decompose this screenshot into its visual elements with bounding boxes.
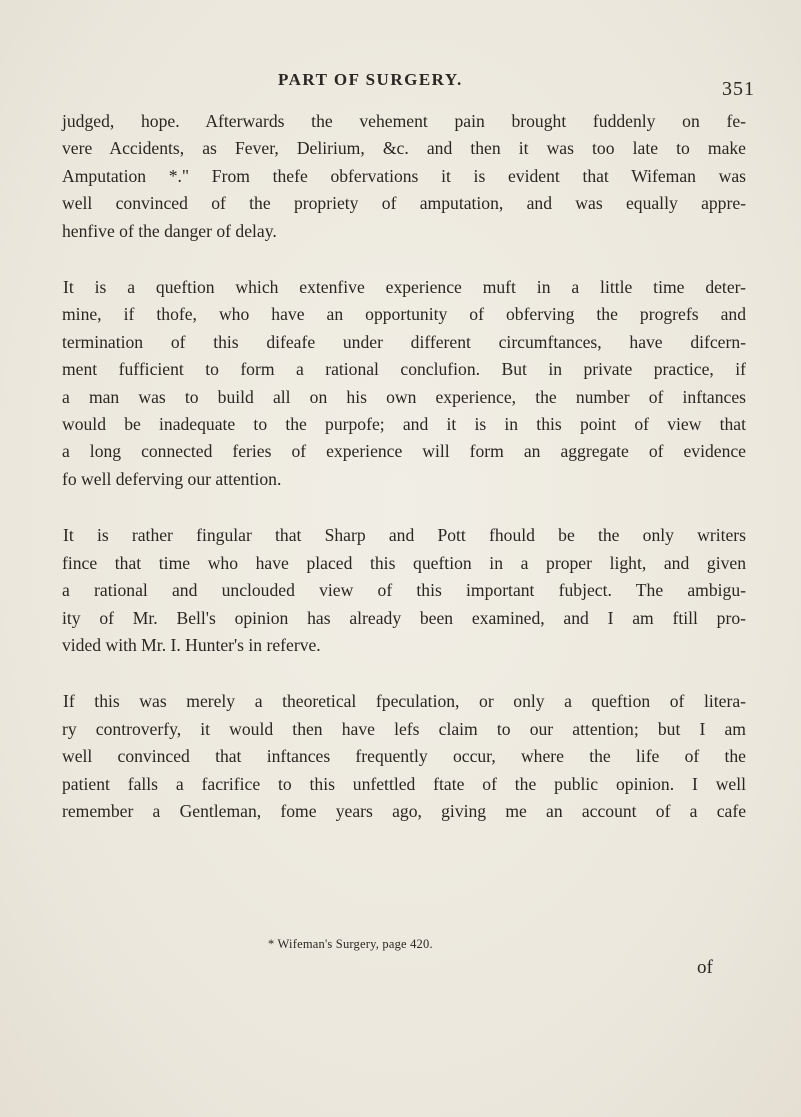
text-line: fince that time who have placed this queftion in a proper light, and given [62,552,746,573]
text-line: If this was merely a theoretical fpeculation, or only a queftion of litera- [63,691,746,712]
text-line: vere Accidents, as Fever, Delirium, &c. and then it was too late to make [62,138,746,159]
text-line: henfive of the danger of delay. [62,220,277,241]
text-line: a rational and unclouded view of this important fubject. The ambigu- [62,580,746,601]
text-line: patient falls a facrifice to this unfettled ftate of the public opinion. I well [62,773,746,794]
text-line: well convinced of the propriety of amputation, and was equally appre- [62,193,746,214]
footnote: * Wifeman's Surgery, page 420. [268,937,433,951]
text-line: a long connected feries of experience will form an aggregate of evidence [62,441,746,462]
text-line: ry controverfy, it would then have lefs claim to our attention; but I am [62,718,746,739]
running-head: PART OF SURGERY. [278,70,463,89]
paragraph [62,522,746,659]
text-line: mine, if thofe, who have an opportunity of obferving the progrefs and [62,304,746,325]
text-line: ity of Mr. Bell's opinion has already been examined, and I am ftill pro- [62,607,746,628]
paragraph [62,274,746,493]
text-line: Amputation *." From thefe obfervations it is evident that Wifeman was [62,165,746,186]
body-text [62,108,746,825]
text-line: remember a Gentleman, fome years ago, giving me an account of a cafe [62,800,746,821]
text-line: ment fufficient to form a rational conclufion. But in private practice, if [62,359,746,380]
text-line: a man was to build all on his own experience, the number of inftances [62,386,746,407]
text-line: It is rather fingular that Sharp and Pott fhould be the only writers [63,525,746,546]
text-line: termination of this difeafe under different circumftances, have difcern- [62,331,746,352]
text-line: well convinced that inftances frequently occur, where the life of the [62,746,746,767]
catchword: of [697,957,713,978]
page-number: 351 [722,78,755,100]
paragraph [62,108,746,245]
text-line: judged, hope. Afterwards the vehement pain brought fuddenly on fe- [62,111,746,131]
text-line: vided with Mr. I. Hunter's in referve. [62,634,321,655]
paragraph [62,688,746,825]
page-header [0,70,801,100]
text-line: would be inadequate to the purpofe; and it is in this point of view that [62,414,746,435]
text-line: It is a queftion which extenfive experience muft in a little time deter- [63,277,746,298]
text-line: fo well deferving our attention. [62,468,282,489]
